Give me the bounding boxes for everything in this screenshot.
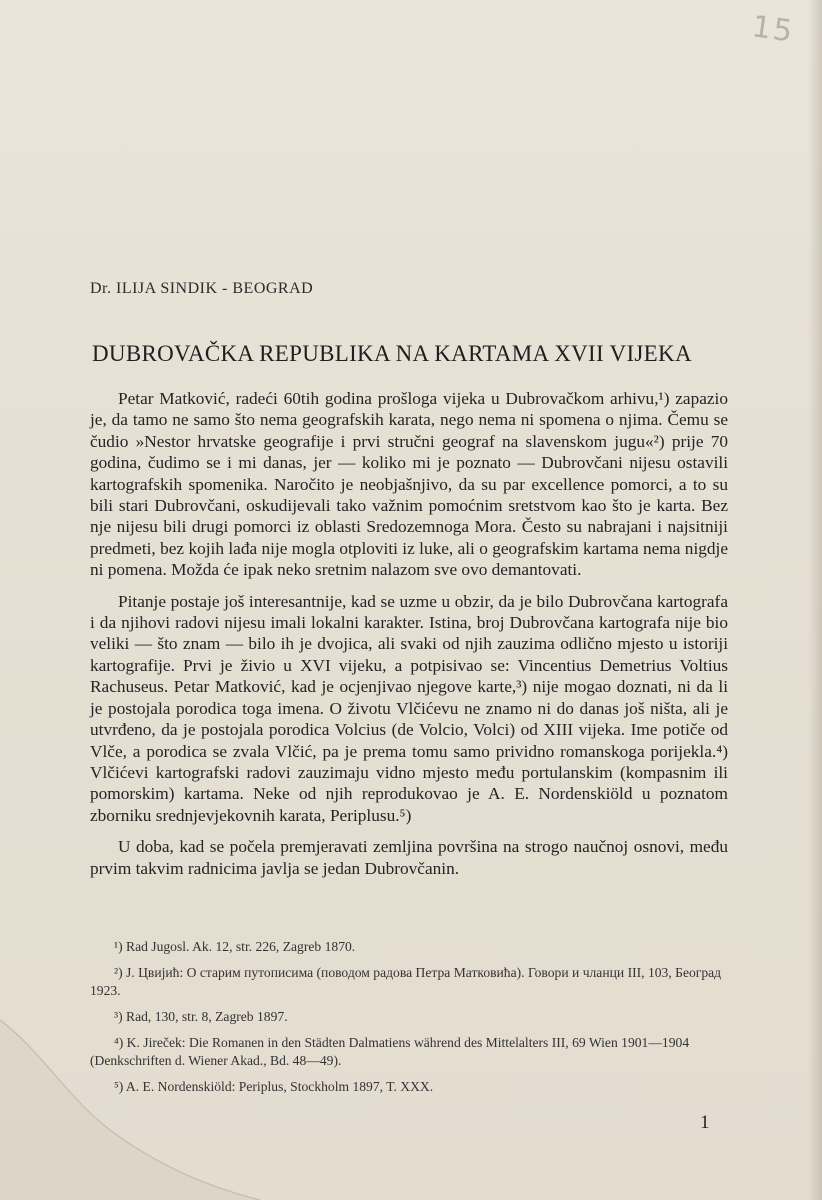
footnote: ²) J. Цвијић: О старим путописима (поводом радова Петра Матковића). Говори и чланци III, 103, Београд 1923. [90, 965, 722, 998]
author-line: Dr. ILIJA SINDIK - BEOGRAD [90, 280, 314, 297]
worn-corner-shading [0, 980, 260, 1200]
footnote: ⁴) K. Jireček: Die Romanen in den Städten Dalmatiens während des Mittelalters III, 69 Wien 1901—1904 (Denkschriften d. Wiener Akad., Bd. 48—49). [90, 1035, 690, 1068]
paragraph: Pitanje postaje još interesantnije, kad se uzme u obzir, da je bilo Dubrovčana kartografa i da njihovi radovi nijesu imali lokalni karakter. Istina, broj Dubrovčana kartografa nije bio veliki — što znam — bilo ih je dvojica, ali svaki od njih zauzima odlično mjesto u istoriji kartografije. Prvi je živio u XVI vijeku, a potpisivao se: Vincentius Demetrius Voltius Rachuseus. Petar Matković, kad je ocjenjivao njegove karte,³) nije mogao doznati, ni da li je postojala porodica toga imena. O životu Vlčićevu ne znamo ni do danas još ništa, ali je utvrđeno, da je postojala porodica Volcius (de Volcio, Volci) od XIII vijeka. Ime potiče od Vlče, a porodica se zvala Vlčić, pa je prema tomu samo prividno romanskoga porijekla.⁴) Vlčićevi kartografski radovi zauzimaju vidno mjesto među portulanskim (kompasnim ili pomorskim) kartama. Neke od njih reprodukovao je A. E. Nordenskiöld u poznatom zborniku srednjevjekovnih karata, Periplusu.⁵) [90, 591, 728, 825]
paper-edge-shadow [808, 0, 822, 1200]
pencil-margin-mark: 15 [749, 9, 797, 50]
paragraph: U doba, kad se počela premjeravati zemljina površina na strogo naučnoj osnovi, među prvim takvim radnicima javlja se jedan Dubrovčanin. [90, 837, 728, 878]
article-title: DUBROVAČKA REPUBLIKA NA KARTAMA XVII VIJEKA [92, 341, 692, 366]
page-number: 1 [700, 1112, 710, 1133]
paragraph: Petar Matković, radeći 60tih godina prošloga vijeka u Dubrovačkom arhivu,¹) zapazio je, da tamo ne samo što nema geografskih karata, nego nema ni spomena o njima. Čemu se čudio »Nestor hrvatske geografije i prvi stručni geograf na slavenskom jugu«²) prije 70 godina, čudimo se i mi danas, jer — koliko mi je poznato — Dubrovčani nijesu ostavili kartografskih spomenika. Naročito je neobjašnjivo, da su par excellence pomorci, a to su bili stari Dubrovčani, oskudijevali tako važnim pomoćnim sretstvom kao što je karta. Bez nje nijesu bili drugi pomorci iz oblasti Sredozemnoga Mora. Često su nabrajani i najsitniji predmeti, bez kojih lađa nije mogla otploviti iz luke, ali o geografskim kartama nema nigdje ni pomena. Možda će ipak neko sretnim nalazom sve ovo demantovati. [90, 389, 728, 580]
footnote: ¹) Rad Jugosl. Ak. 12, str. 226, Zagreb 1870. [114, 939, 356, 954]
footnote: ³) Rad, 130, str. 8, Zagreb 1897. [114, 1009, 288, 1024]
article-body [90, 388, 728, 889]
footnote: ⁵) A. E. Nordenskiöld: Periplus, Stockholm 1897, T. XXX. [114, 1079, 434, 1094]
